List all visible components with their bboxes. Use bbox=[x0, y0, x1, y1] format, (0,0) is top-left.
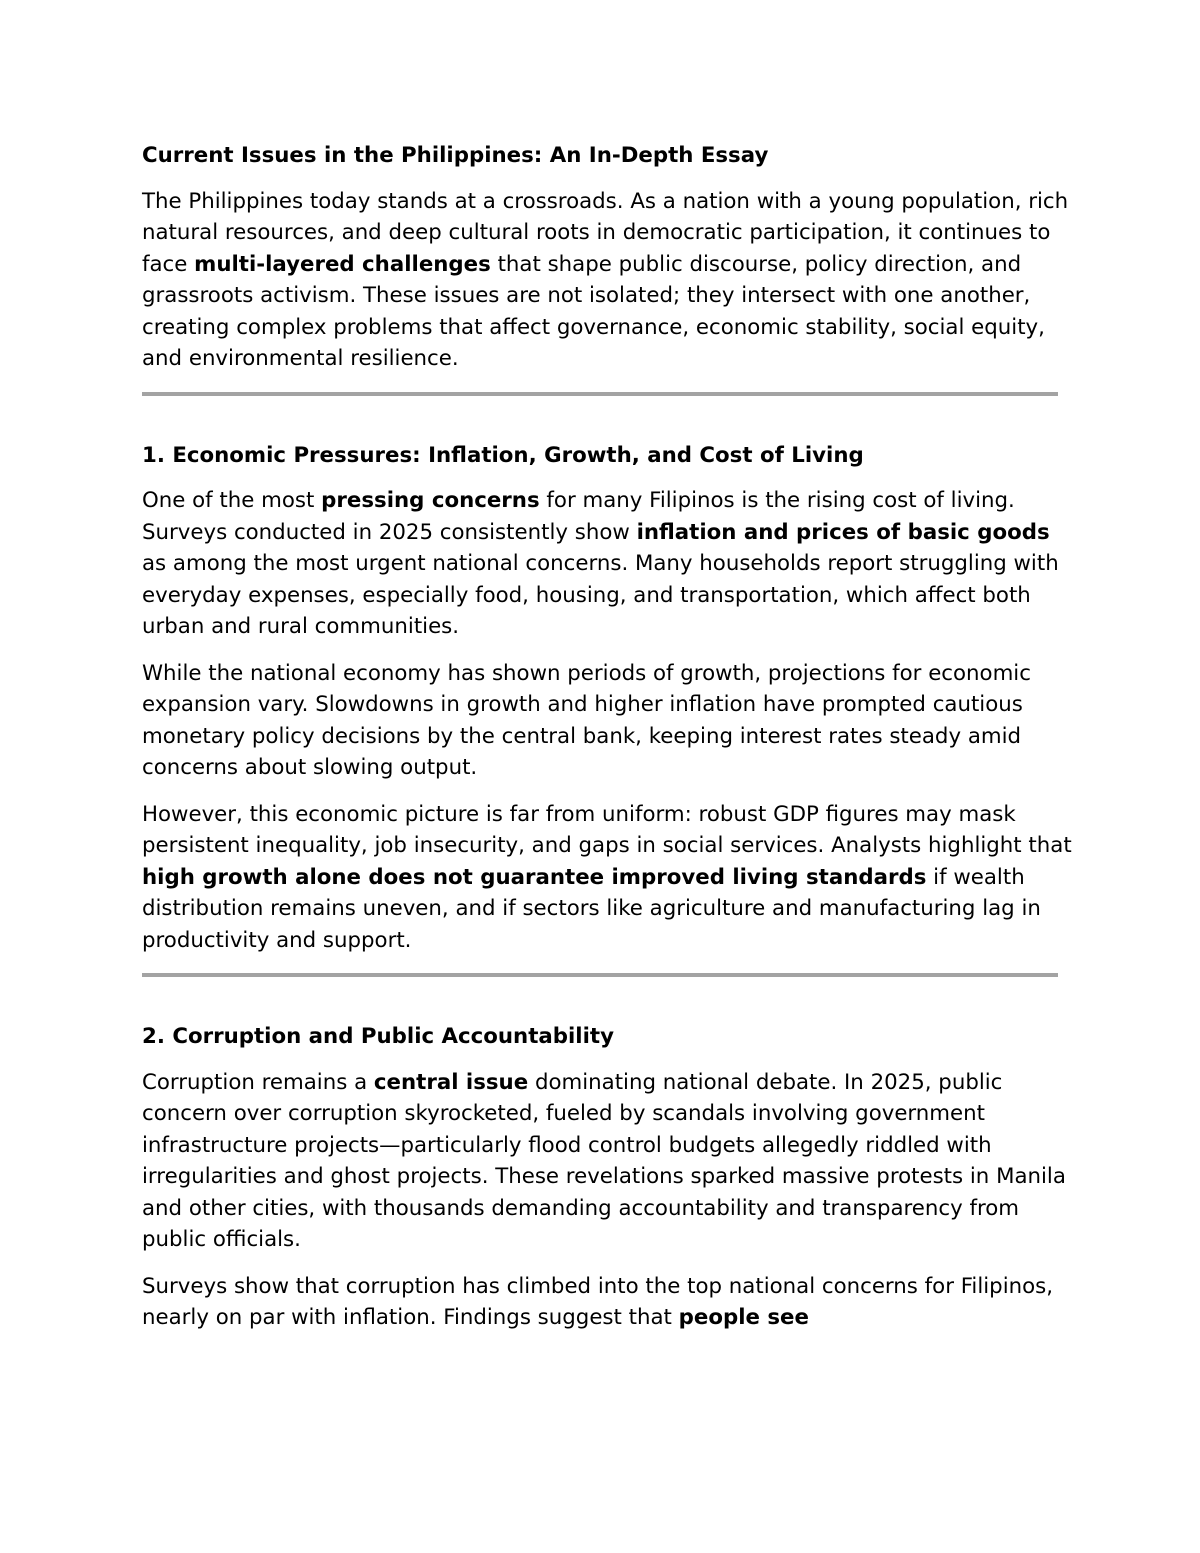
section-1-paragraph-1 bbox=[142, 485, 1072, 643]
document-page bbox=[142, 140, 1072, 1349]
bold-text-run: multi-layered challenges bbox=[194, 251, 491, 277]
document-title: Current Issues in the Philippines: An In-Depth Essay bbox=[142, 143, 769, 168]
bold-text-run: high growth alone does not guarantee improved living standards bbox=[142, 864, 927, 890]
text-run: dominating national debate. In 2025, public concern over corruption skyrocketed, fueled by scandals involving government infrastructure projects—particularly flood control budgets allegedly riddled with irregularities and ghost projects. These revelations sparked massive protests in Manila and other cities, with thousands demanding accountability and transparency from public officials. bbox=[142, 1069, 1066, 1252]
bold-text-run: central issue bbox=[373, 1069, 529, 1095]
bold-text-run: inflation and prices of basic goods bbox=[636, 519, 1050, 545]
text-run: However, this economic picture is far from uniform: robust GDP figures may mask persistent inequality, job insecurity, and gaps in social services. Analysts highlight that bbox=[142, 801, 1072, 858]
bold-text-run: people see bbox=[678, 1305, 809, 1330]
text-run: While the national economy has shown periods of growth, projections for economic expansion vary. Slowdowns in growth and higher inflation have prompted cautious monetary policy decisions by the central bank, keeping interest rates steady amid concerns about slowing output. bbox=[142, 660, 1031, 780]
text-run: for many Filipinos is the rising cost of living. Surveys conducted in 2025 consistently show bbox=[142, 488, 1015, 545]
text-run: if wealth distribution remains uneven, and if sectors like agriculture and manufacturing lag in productivity and support. bbox=[142, 864, 1041, 953]
bold-text-run: pressing concerns bbox=[321, 488, 540, 513]
section-2-paragraph-1 bbox=[142, 1067, 1072, 1256]
section-2-paragraph-2 bbox=[142, 1271, 1072, 1334]
text-run: One of the most bbox=[142, 488, 322, 513]
text-run: Surveys show that corruption has climbed into the top national concerns for Filipinos, nearly on par with inflation. Findings suggest that bbox=[142, 1273, 1054, 1330]
text-run: The Philippines today stands at a crossroads. As a nation with a young population, rich natural resources, and deep cultural roots in democratic participation, it continues to face bbox=[142, 188, 1069, 277]
section-divider bbox=[142, 973, 1058, 977]
text-run: that shape public discourse, policy direction, and grassroots activism. These issues are not isolated; they intersect with one another, creating complex problems that affect governance, economic stability, social equity, and environmental resilience. bbox=[142, 251, 1045, 371]
intro-paragraph bbox=[142, 186, 1072, 375]
section-2-heading: 2. Corruption and Public Accountability bbox=[142, 1024, 614, 1049]
section-divider bbox=[142, 392, 1058, 396]
section-1-heading: 1. Economic Pressures: Inflation, Growth, and Cost of Living bbox=[142, 442, 864, 468]
text-run: Corruption remains a bbox=[142, 1069, 374, 1095]
section-1-paragraph-2 bbox=[142, 658, 1072, 784]
text-run: as among the most urgent national concerns. Many households report struggling with everyday expenses, especially food, housing, and transportation, which affect both urban and rural communities. bbox=[142, 551, 1059, 639]
section-1-paragraph-3 bbox=[142, 799, 1072, 957]
